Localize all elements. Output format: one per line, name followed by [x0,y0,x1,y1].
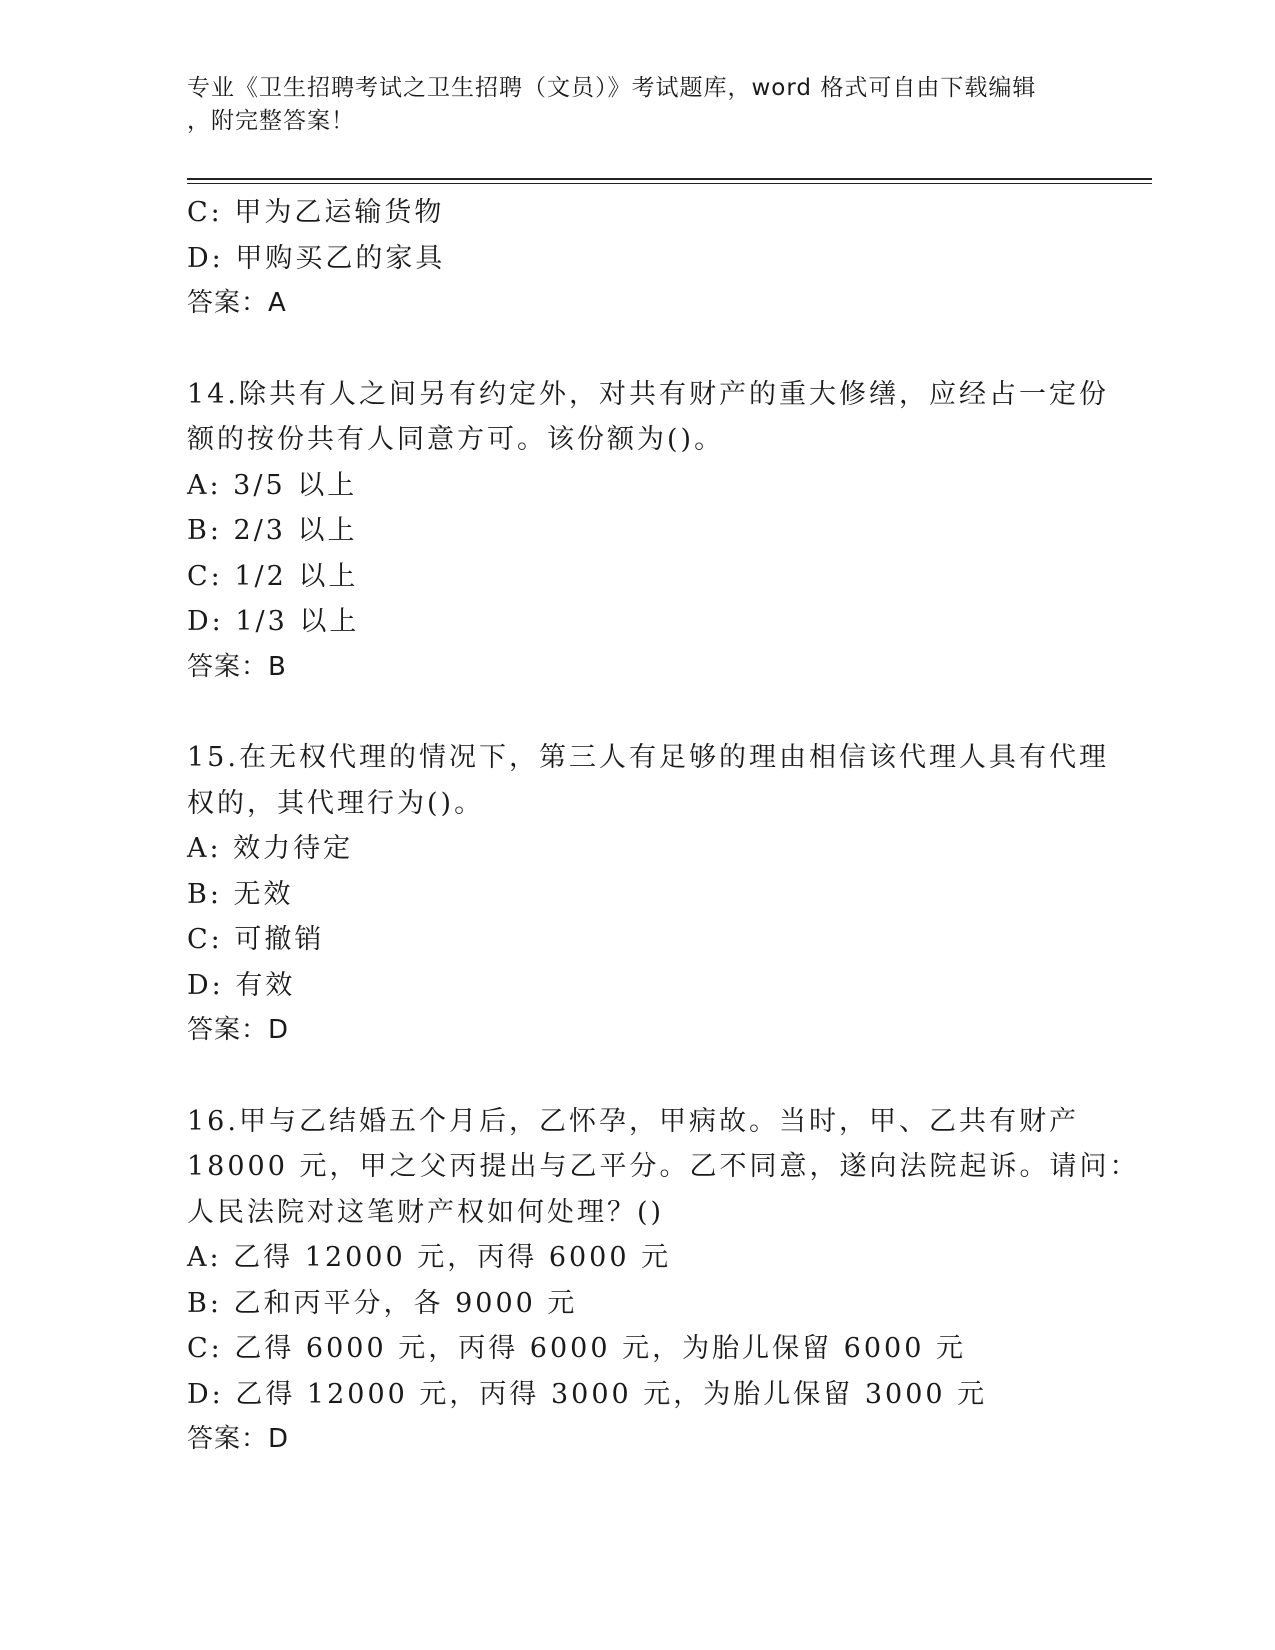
question-stem: 16.甲与乙结婚五个月后，乙怀孕，甲病故。当时，甲、乙共有财产 [187,1105,1079,1137]
header-title-line: ，附完整答案！ [187,108,355,134]
answer-line: 答案：A [187,288,287,318]
question-stem: 18000 元，甲之父丙提出与乙平分。乙不同意，遂向法院起诉。请问： [187,1151,1140,1182]
option-c: C: 可撤销 [187,924,325,955]
answer-line: 答案：B [187,651,287,682]
option-c: C: 甲为乙运输货物 [187,197,445,228]
option-c: C: 1/2 以上 [187,560,359,592]
option-a: A: 3/5 以上 [187,469,358,501]
option-b: B: 2/3 以上 [187,515,358,546]
question-16 [187,1099,1140,1463]
question-stem: 14.除共有人之间另有约定外，对共有财产的重大修缮，应经占一定份 [187,378,1109,410]
question-stem: 15.在无权代理的情况下，第三人有足够的理由相信该代理人具有代理 [187,742,1109,773]
question-stem: 人民法院对这笔财产权如何处理？() [187,1196,665,1228]
option-b: B: 乙和丙平分，各 9000 元 [187,1287,578,1319]
question-14 [187,372,1109,691]
question-list [187,190,1140,1463]
document-header [187,72,1067,138]
option-d: D: 甲购买乙的家具 [187,242,446,274]
header-title-line: 专业《卫生招聘考试之卫生招聘（文员）》考试题库，word 格式可自由下载编辑 [187,75,1037,101]
question-stem: 额的按份共有人同意方可。该份额为()。 [187,424,725,455]
option-b: B: 无效 [187,878,294,910]
header-rule [187,178,1152,180]
option-a: A: 效力待定 [187,833,354,864]
answer-line: 答案：D [187,1424,290,1454]
option-d: D: 1/3 以上 [187,606,360,637]
option-c: C: 乙得 6000 元，丙得 6000 元，为胎儿保留 6000 元 [187,1333,966,1364]
question-stem: 权的，其代理行为()。 [187,787,485,819]
header-rule [187,183,1152,184]
option-a: A: 乙得 12000 元，丙得 6000 元 [187,1242,672,1273]
option-d: D: 有效 [187,969,296,1001]
question-15 [187,735,1109,1054]
previous-question [187,190,1087,327]
answer-line: 答案：D [187,1015,290,1045]
option-d: D: 乙得 12000 元，丙得 3000 元，为胎儿保留 3000 元 [187,1378,988,1410]
